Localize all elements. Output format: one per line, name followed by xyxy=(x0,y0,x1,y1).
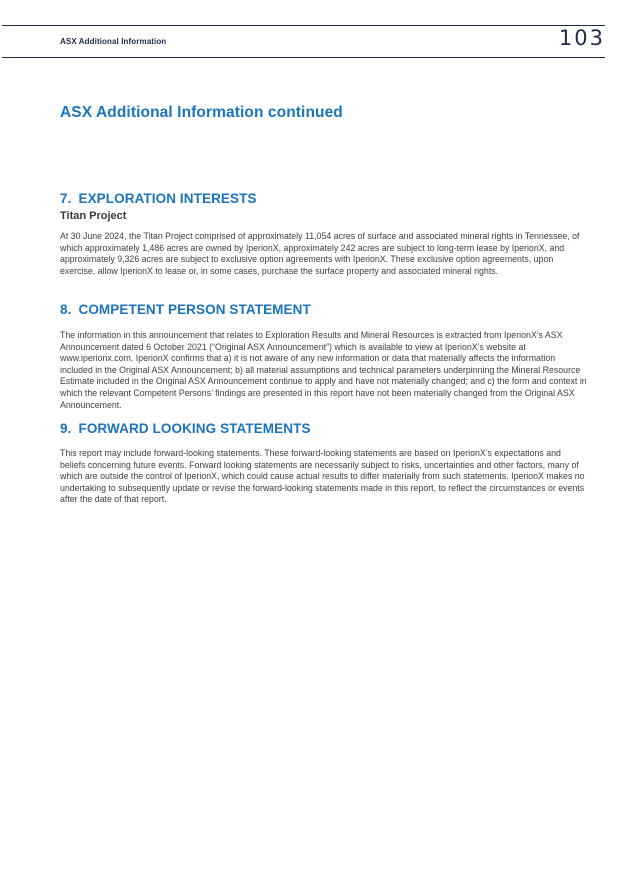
section-heading-text: EXPLORATION INTERESTS xyxy=(78,191,257,206)
section-heading-text: FORWARD LOOKING STATEMENTS xyxy=(78,421,311,436)
section-exploration-interests xyxy=(60,191,587,277)
section-body: This report may include forward-looking statements. These forward-looking statements are based on IperionX’s expectations and beliefs concerning future events. Forward looking statements are necessarily subject to risks, uncertainties and other factors, many of which are outside the control of IperionX, which could cause actual results to differ materially from such statements. IperionX makes no undertaking to subsequently update or revise the forward-looking statements made in this report, to reflect the circumstances or events after the date of that report. xyxy=(60,448,585,505)
page-number: 103 xyxy=(558,26,605,50)
running-header: ASX Additional Information xyxy=(60,37,167,46)
header-rule-bottom xyxy=(2,57,605,58)
section-body: The information in this announcement that relates to Exploration Results and Mineral Resources is extracted from IperionX’s ASX Announcement dated 6 October 2021 (“Original ASX Announcement”) which is available to view at IperionX’s website at www.iperionx.com. IperionX confirms that a) it is not aware of any new information or data that materially affects the information included in the Original ASX Announcement; b) all material assumptions and technical parameters underpinning the Mineral Resource Estimate included in the Original ASX Announcement continue to apply and have not materially changed; and c) the form and context in which the relevant Competent Persons’ findings are presented in this report have not been materially changed from the Original ASX Announcement. xyxy=(60,330,587,410)
section-number: 8. xyxy=(60,302,72,317)
section-heading xyxy=(60,421,587,436)
section-competent-person-statement xyxy=(60,302,587,411)
section-number: 7. xyxy=(60,191,72,206)
section-subheading: Titan Project xyxy=(60,210,127,222)
section-forward-looking-statements xyxy=(60,421,587,506)
page-title: ASX Additional Information continued xyxy=(60,104,343,121)
header-rule-top xyxy=(2,25,605,26)
section-body: At 30 June 2024, the Titan Project comprised of approximately 11,054 acres of surface and associated mineral rights in Tennessee, of which approximately 1,486 acres are owned by IperionX, approximately 242 acres are subject to long-term lease by IperionX, and approximately 9,326 acres are subject to exclusive option agreements with IperionX. These exclusive option agreements, upon exercise, allow IperionX to lease or, in some cases, purchase the surface property and associated mineral rights. xyxy=(60,231,580,276)
section-heading xyxy=(60,191,587,206)
section-number: 9. xyxy=(60,421,72,436)
section-heading xyxy=(60,302,587,317)
section-heading-text: COMPETENT PERSON STATEMENT xyxy=(78,302,311,317)
